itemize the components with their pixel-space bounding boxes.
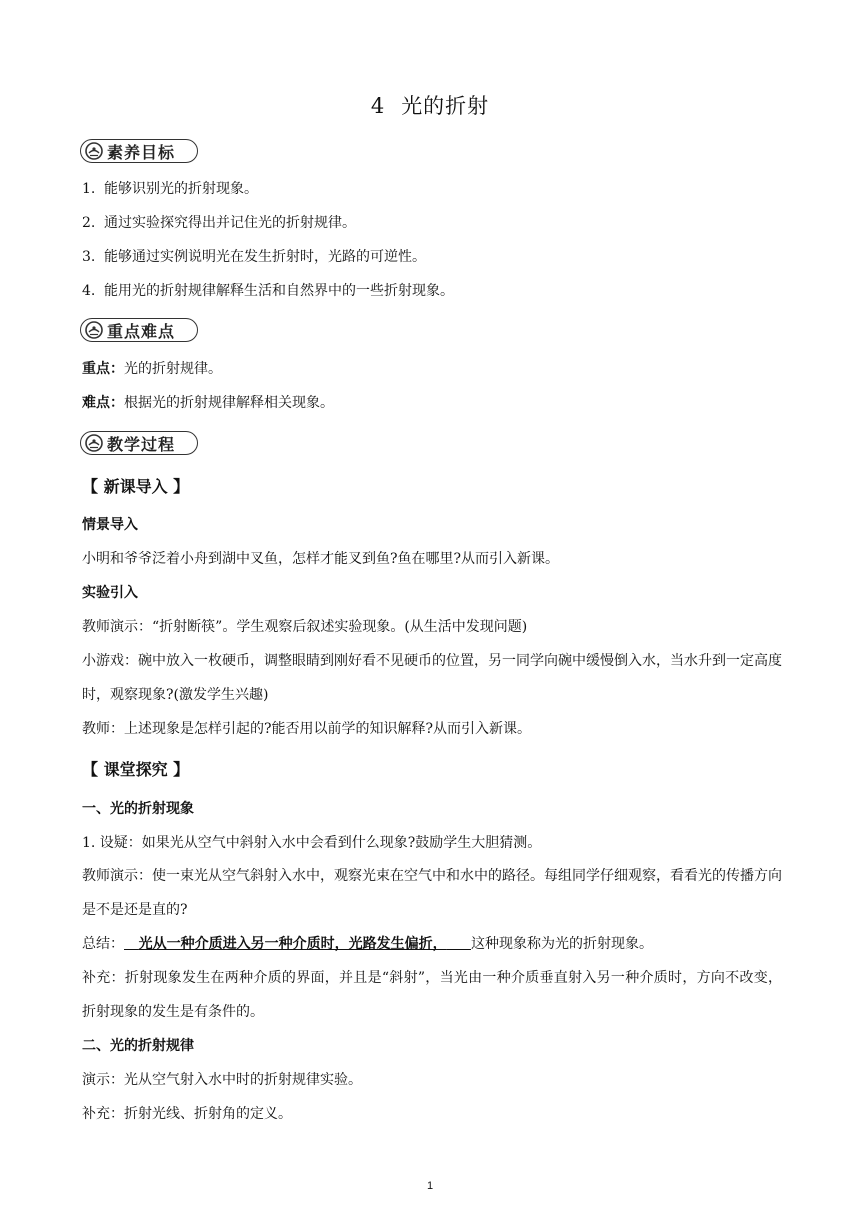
topic-heading: 一、光的折射现象: [82, 801, 194, 817]
list-item: 1. 能够识别光的折射现象。: [82, 181, 258, 197]
subsection-heading: 【 课堂探究 】: [82, 760, 190, 779]
list-item: 3. 能够通过实例说明光在发生折射时，光路的可逆性。: [82, 249, 426, 265]
paragraph: 1. 设疑：如果光从空气中斜射入水中会看到什么现象?鼓励学生大胆猜测。: [82, 835, 542, 851]
lesson-title: [0, 90, 860, 120]
paragraph: 补充：折射现象发生在两种介质的界面，并且是“斜射”，当光由一种介质垂直射入另一种介质时，方向不改变，折射现象的发生是有条件的。: [82, 970, 782, 1020]
lesson-title-text: 光的折射: [401, 94, 490, 118]
paragraph: 补充：折射光线、折射角的定义。: [82, 1106, 292, 1122]
paragraph: 教师演示：使一束光从空气斜射入水中，观察光束在空气中和水中的路径。每组同学仔细观察，看看光的传播方向是不是还是直的?: [82, 868, 782, 918]
topic-heading: 二、光的折射规律: [82, 1038, 194, 1054]
subsection-heading: 【 新课导入 】: [82, 477, 190, 496]
section-badge-keypoints: [80, 318, 198, 342]
section-badge-goals: [80, 139, 198, 163]
paragraph: 小游戏：碗中放入一枚硬币，调整眼睛到刚好看不见硬币的位置，另一同学向碗中缓慢倒入水，当水升到一定高度时，观察现象?(激发学生兴趣): [82, 653, 782, 703]
swirl-icon: [85, 321, 103, 339]
section-label: 素养目标: [107, 142, 176, 162]
paragraph: 教师演示：“折射断筷”。学生观察后叙述实验现象。(从生活中发现问题): [82, 619, 528, 635]
paragraph: 教师：上述现象是怎样引起的?能否用以前学的知识解释?从而引入新课。: [82, 721, 532, 737]
topic-heading: 情景导入: [82, 517, 138, 533]
lesson-number: 4: [370, 94, 386, 118]
paragraph: 小明和爷爷泛着小舟到湖中叉鱼，怎样才能叉到鱼?鱼在哪里?从而引入新课。: [82, 551, 560, 567]
paragraph: 演示：光从空气射入水中时的折射规律实验。: [82, 1072, 362, 1088]
section-label: 重点难点: [107, 321, 176, 341]
topic-heading: 实验引入: [82, 585, 138, 601]
list-item: 2. 通过实验探究得出并记住光的折射规律。: [82, 215, 356, 231]
swirl-icon: [85, 434, 103, 452]
swirl-icon: [85, 142, 103, 160]
summary: 总结： 光从一种介质进入另一种介质时，光路发生偏折， 这种现象称为光的折射现象。: [82, 936, 653, 952]
key-point: 重点：光的折射规律。: [82, 361, 222, 377]
difficult-point: 难点：根据光的折射规律解释相关现象。: [82, 395, 334, 411]
list-item: 4. 能用光的折射规律解释生活和自然界中的一些折射现象。: [82, 283, 454, 299]
page-number: 1: [426, 1180, 434, 1192]
section-label: 教学过程: [107, 434, 176, 454]
section-badge-process: [80, 431, 198, 455]
summary-fill: 光从一种介质进入另一种介质时，光路发生偏折，: [138, 936, 447, 952]
